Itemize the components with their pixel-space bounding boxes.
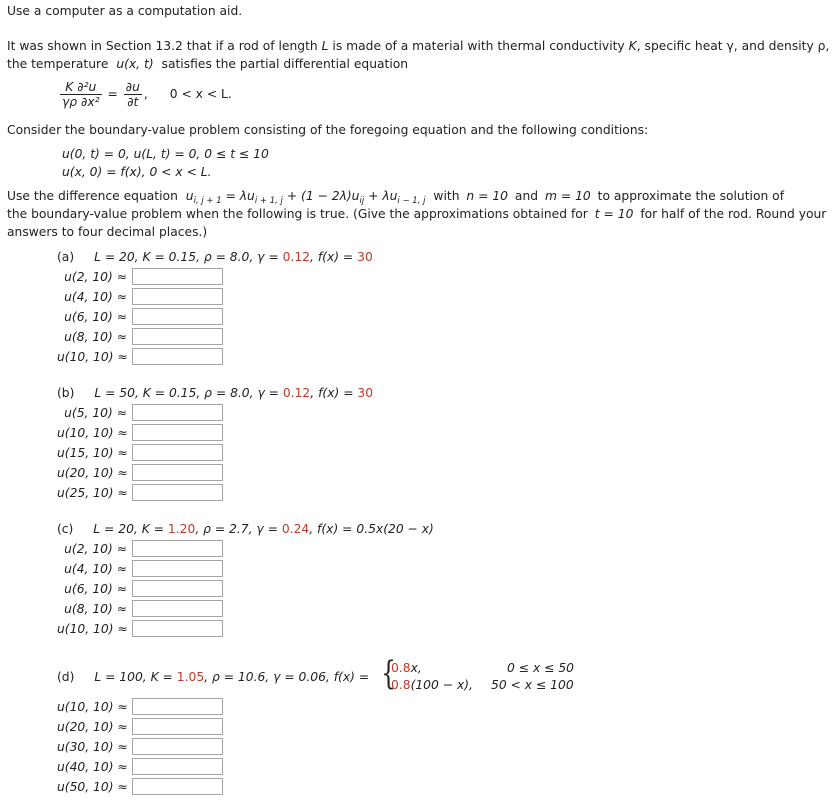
piecewise-case-2 [391, 678, 473, 692]
difference-line-2 [7, 207, 826, 221]
part-a-gamma-value: 0.12 [282, 250, 310, 264]
pde-lhs-fraction [60, 80, 102, 109]
piecewise-case-1 [391, 661, 422, 675]
difference-text: with [433, 189, 460, 203]
part-a-header [57, 250, 373, 264]
part-d-header [57, 670, 369, 684]
part-c-label: (c) [57, 522, 74, 536]
part-b-params: L = 50, K = 0.15, ρ = 8.0, γ = [94, 386, 279, 400]
answer-input-c-1[interactable] [132, 540, 223, 557]
intro-text: satisfies the partial differential equation [161, 57, 409, 71]
intro-text: , specific heat γ, and density ρ, [636, 39, 830, 53]
answer-label: u(10, 10) ≈ [57, 426, 128, 440]
part-d-label: (d) [57, 670, 75, 684]
difference-text: Use the difference equation [7, 189, 178, 203]
answer-input-b-3[interactable] [132, 444, 223, 461]
var-m: m = 10 [544, 189, 591, 203]
var-n: n = 10 [466, 189, 508, 203]
pde-equation [58, 80, 232, 109]
part-d-k-value: 1.05 [176, 670, 205, 684]
pde-comma: , [143, 87, 148, 101]
answer-label: u(10, 10) ≈ [57, 700, 128, 714]
difference-equation: $u_{i, j + 1} = \lambda u_{i + 1, j} + (1 - 2\lambda)u_{ij} + \lambda u_{i - 1, j}$ [185, 189, 426, 206]
answer-label: u(30, 10) ≈ [57, 740, 128, 754]
case-1-expression: x, [410, 661, 422, 675]
case-2-coefficient: 0.8 [391, 678, 411, 692]
part-b-label: (b) [57, 386, 75, 400]
answer-input-d-3[interactable] [132, 738, 223, 755]
var-K: K [628, 39, 637, 53]
intro-text: is made of a material with thermal conductivity [332, 39, 625, 53]
answer-input-a-2[interactable] [132, 288, 223, 305]
answer-input-a-4[interactable] [132, 328, 223, 345]
condition-line-1: u(0, t) = 0, u(L, t) = 0, 0 ≤ t ≤ 10 [62, 147, 269, 161]
answer-label: u(6, 10) ≈ [64, 310, 127, 324]
part-a-params: , f(x) = [310, 250, 354, 264]
var-L: L [321, 39, 329, 53]
part-b-gamma-value: 0.12 [282, 386, 311, 400]
piecewise-condition-1: 0 ≤ x ≤ 50 [507, 661, 574, 675]
case-1-coefficient: 0.8 [391, 661, 411, 675]
part-a-params: L = 20, K = 0.15, ρ = 8.0, γ = [94, 250, 279, 264]
var-t: t = 10 [594, 207, 634, 221]
condition-line-2: u(x, 0) = f(x), 0 < x < L. [62, 165, 212, 179]
intro-text: the temperature [7, 57, 109, 71]
part-b-header [57, 386, 373, 400]
answer-label: u(2, 10) ≈ [64, 270, 127, 284]
answer-label: u(8, 10) ≈ [64, 602, 127, 616]
var-uxt: u(x, t) [116, 57, 154, 71]
part-c-gamma-value: 0.24 [281, 522, 310, 536]
pde-equals: = [107, 87, 118, 101]
part-c-k-value: 1.20 [167, 522, 196, 536]
answer-input-c-5[interactable] [132, 620, 223, 637]
answer-label: u(8, 10) ≈ [64, 330, 127, 344]
answer-label: u(50, 10) ≈ [57, 780, 128, 794]
answer-label: u(40, 10) ≈ [57, 760, 128, 774]
pde-rhs-num: ∂u [125, 80, 140, 94]
difference-text: and [514, 189, 539, 203]
intro-line-1 [7, 39, 829, 53]
part-c-params: , ρ = 2.7, γ = [195, 522, 278, 536]
difference-text: to approximate the solution of [597, 189, 785, 203]
bvp-intro: Consider the boundary-value problem consisting of the foregoing equation and the following conditions: [7, 123, 649, 137]
answer-label: u(4, 10) ≈ [64, 562, 127, 576]
answer-input-a-3[interactable] [132, 308, 223, 325]
part-a-f-value: 30 [357, 250, 373, 264]
difference-text: the boundary-value problem when the following is true. (Give the approximations obtained for [7, 207, 588, 221]
answer-input-c-4[interactable] [132, 600, 223, 617]
answer-label: u(4, 10) ≈ [64, 290, 127, 304]
intro-line-2 [7, 57, 408, 71]
answer-label: u(20, 10) ≈ [57, 720, 128, 734]
intro-text: It was shown in Section 13.2 that if a rod of length [7, 39, 318, 53]
instruction-text: Use a computer as a computation aid. [7, 4, 243, 18]
answer-input-a-5[interactable] [132, 348, 223, 365]
answer-label: u(6, 10) ≈ [64, 582, 127, 596]
answer-label: u(5, 10) ≈ [64, 406, 127, 420]
answer-input-d-5[interactable] [132, 778, 223, 795]
answer-label: u(10, 10) ≈ [57, 622, 128, 636]
answer-label: u(2, 10) ≈ [64, 542, 127, 556]
part-a-label: (a) [57, 250, 75, 264]
answer-input-d-1[interactable] [132, 698, 223, 715]
difference-line-3: answers to four decimal places.) [7, 225, 208, 239]
answer-input-d-2[interactable] [132, 718, 223, 735]
part-b-params: , f(x) = [310, 386, 354, 400]
piecewise-condition-2: 50 < x ≤ 100 [491, 678, 574, 692]
answer-input-b-2[interactable] [132, 424, 223, 441]
pde-lhs-num: K ∂²u [60, 80, 102, 95]
answer-input-b-1[interactable] [132, 404, 223, 421]
answer-input-a-1[interactable] [132, 268, 223, 285]
difference-line-1 [7, 189, 784, 206]
answer-input-c-2[interactable] [132, 560, 223, 577]
pde-lhs-den: γρ ∂x² [62, 95, 100, 109]
part-c-params: L = 20, K = [93, 522, 164, 536]
part-d-params: L = 100, K = [94, 670, 173, 684]
part-c-header [57, 522, 434, 536]
answer-input-b-5[interactable] [132, 484, 223, 501]
difference-text: for half of the rod. Round your [640, 207, 827, 221]
answer-input-c-3[interactable] [132, 580, 223, 597]
pde-rhs-fraction [124, 80, 142, 109]
pde-rhs-den: ∂t [127, 95, 139, 109]
answer-input-d-4[interactable] [132, 758, 223, 775]
pde-domain: 0 < x < L. [169, 87, 232, 101]
case-2-expression: (100 − x), [410, 678, 473, 692]
answer-label: u(25, 10) ≈ [57, 486, 128, 500]
piecewise-brace: { [381, 653, 396, 692]
answer-input-b-4[interactable] [132, 464, 223, 481]
answer-label: u(10, 10) ≈ [57, 350, 128, 364]
part-b-f-value: 30 [357, 386, 374, 400]
part-c-params: , f(x) = 0.5x(20 − x) [309, 522, 434, 536]
answer-label: u(20, 10) ≈ [57, 466, 128, 480]
answer-label: u(15, 10) ≈ [57, 446, 128, 460]
part-d-params: , ρ = 10.6, γ = 0.06, f(x) = [204, 670, 370, 684]
